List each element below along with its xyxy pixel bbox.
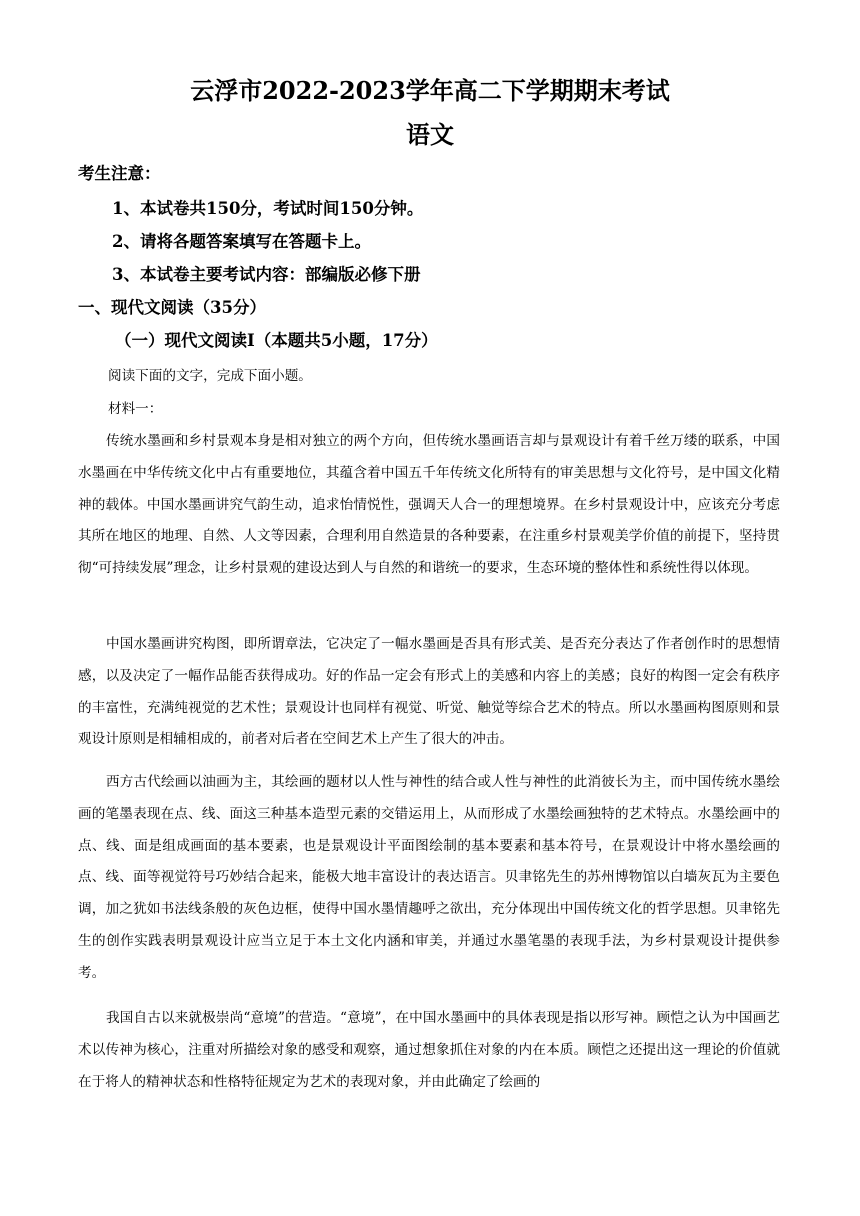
notice-item: 3、本试卷主要考试内容：部编版必修下册 [112, 265, 421, 284]
notice-heading: 考生注意： [78, 164, 161, 183]
notice-item: 2、请将各题答案填写在答题卡上。 [112, 232, 371, 251]
section-subheading: （一）现代文阅读Ⅰ（本题共5小题，17分） [115, 331, 438, 350]
paragraph: 中国水墨画讲究构图，即所谓章法，它决定了一幅水墨画是否具有形式美、是否充分表达了作者创作时的思想情感，以及决定了一幅作品能否获得成功。好的作品一定会有形式上的美感和内容上的美感；良好的构图一定会有秩序的丰富性，充满纯视觉的艺术性；景观设计也同样有视觉、听觉、触觉等综合艺术的特点。所以水墨画构图原则和景观设计原则是相辅相成的，前者对后者在空间艺术上产生了很大的冲击。 [78, 636, 780, 748]
material-label: 材料一： [108, 401, 163, 417]
paragraph: 传统水墨画和乡村景观本身是相对独立的两个方向，但传统水墨画语言却与景观设计有着千丝万缕的联系，中国水墨画在中华传统文化中占有重要地位，其蕴含着中国五千年传统文化所特有的审美思想与文化符号，是中国文化精神的载体。中国水墨画讲究气韵生动，追求怡情悦性，强调天人合一的理想境界。在乡村景观设计中，应该充分考虑其所在地区的地理、自然、人文等因素，合理利用自然造景的各种要素，在注重乡村景观美学价值的前提下，坚持贯彻“可持续发展”理念，让乡村景观的建设达到人与自然的和谐统一的要求，生态环境的整体性和系统性得以体现。 [78, 433, 780, 577]
reading-instruction: 阅读下面的文字，完成下面小题。 [108, 368, 312, 384]
notice-item: 1、本试卷共150分，考试时间150分钟。 [112, 199, 424, 218]
section-heading: 一、现代文阅读（35分） [78, 298, 266, 317]
exam-title: 云浮市2022-2023学年高二下学期期末考试 [190, 76, 670, 105]
paragraph: 我国自古以来就极崇尚“意境”的营造。“意境”，在中国水墨画中的具体表现是指以形写神。顾恺之认为中国画艺术以传神为核心，注重对所描绘对象的感受和观察，通过想象抓住对象的内在本质。顾恺之还提出这一理论的价值就在于将人的精神状态和性格特征规定为艺术的表现对象，并由此确定了绘画的 [78, 1010, 780, 1090]
paragraph: 西方古代绘画以油画为主，其绘画的题材以人性与神性的结合或人性与神性的此消彼长为主，而中国传统水墨绘画的笔墨表现在点、线、面这三种基本造型元素的交错运用上，从而形成了水墨绘画独特的艺术特点。水墨绘画中的点、线、面是组成画面的基本要素，也是景观设计平面图绘制的基本要素和基本符号，在景观设计中将水墨绘画的点、线、面等视觉符号巧妙结合起来，能极大地丰富设计的表达语言。贝聿铭先生的苏州博物馆以白墙灰瓦为主要色调，加之犹如书法线条般的灰色边框，使得中国水墨情趣呼之欲出，充分体现出中国传统文化的哲学思想。贝聿铭先生的创作实践表明景观设计应当立足于本土文化内涵和审美，并通过水墨笔墨的表现手法，为乡村景观设计提供参考。 [78, 774, 780, 981]
exam-subject: 语文 [406, 120, 454, 149]
